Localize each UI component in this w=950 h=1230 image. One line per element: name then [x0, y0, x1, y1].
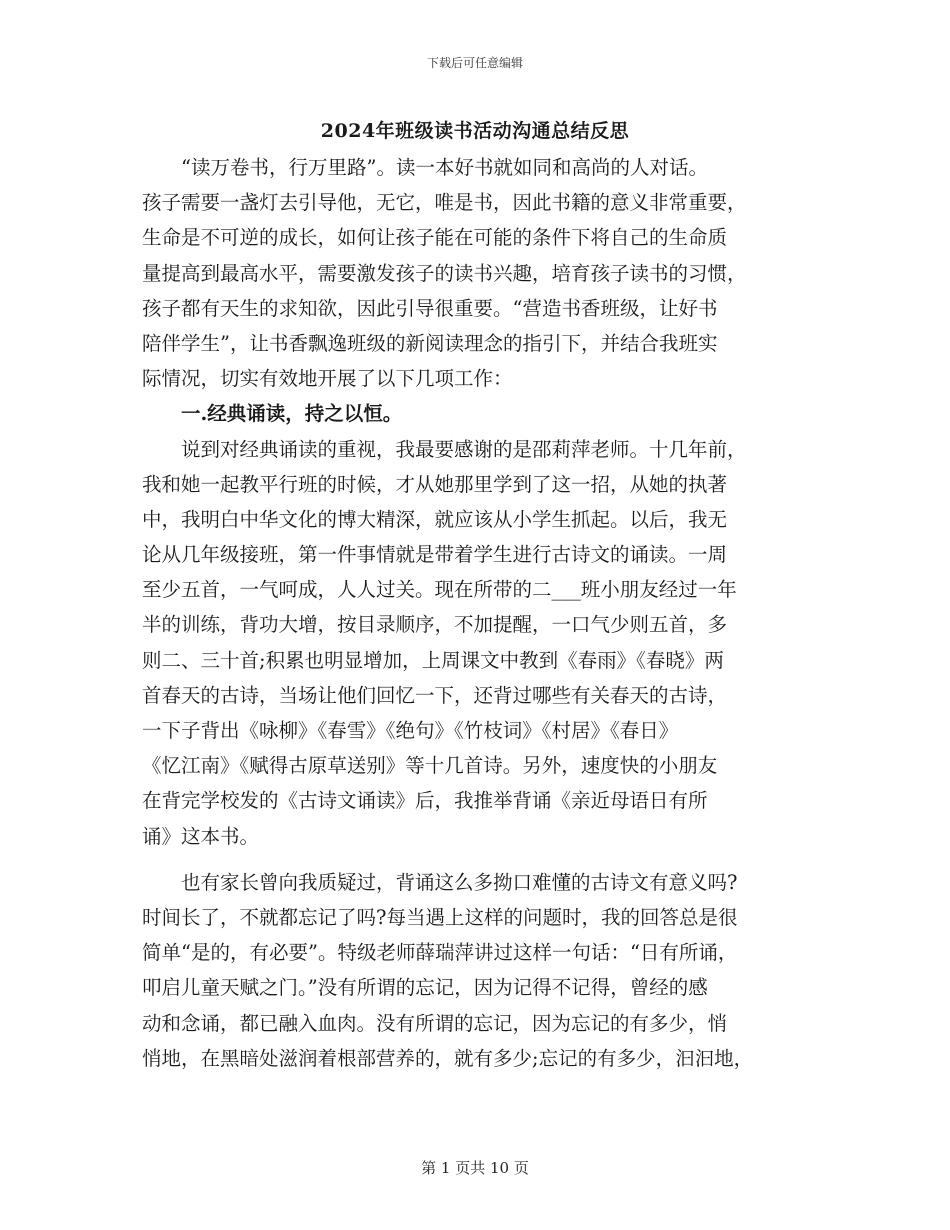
section-heading: 一.经典诵读，持之以恒。: [142, 402, 403, 426]
document-title: 2024年班级读书活动沟通总结反思: [320, 120, 630, 142]
paragraph-line: 首春天的古诗，当场让他们回忆一下，还背过哪些有关春天的古诗，: [142, 683, 728, 707]
header-note: 下载后可任意编辑: [426, 56, 523, 70]
paragraph-line: 中，我明白中华文化的博大精深，就应该从小学生抓起。以后，我无: [142, 507, 728, 531]
paragraph-line: 量提高到最高水平，需要激发孩子的读书兴趣，培育孩子读书的习惯，: [142, 261, 747, 285]
paragraph-line: 论从几年级接班，第一件事情就是带着学生进行古诗文的诵读。一周: [142, 543, 728, 567]
paragraph-line: 在背完学校发的《古诗文诵读》后，我推举背诵《亲近母语日有所: [142, 789, 708, 813]
paragraph-line: 说到对经典诵读的重视，我最要感谢的是邵莉萍老师。十几年前，: [142, 437, 747, 461]
paragraph-line: 生命是不可逆的成长，如何让孩子能在可能的条件下将自己的生命质: [142, 226, 728, 250]
paragraph-line: 动和念诵，都已融入血肉。没有所谓的忘记，因为忘记的有多少，悄: [142, 1011, 728, 1035]
paragraph-line: 诵》这本书。: [142, 824, 260, 848]
paragraph-line: 孩子都有天生的求知欲，因此引导很重要。“营造书香班级，让好书: [142, 296, 718, 320]
paragraph-line: 《忆江南》《赋得古原草送别》等十几首诗。另外，速度快的小朋友: [142, 754, 718, 778]
page-number: 第 1 页共 10 页: [421, 1159, 529, 1177]
paragraph-line: 我和她一起教平行班的时候，才从她那里学到了这一招，从她的执著: [142, 472, 728, 496]
paragraph-line: 则二、三十首;积累也明显增加，上周课文中教到《春雨》《春晓》两: [142, 648, 724, 672]
paragraph-line: 一下子背出《咏柳》《春雪》《绝句》《竹枝词》《村居》《春日》: [142, 719, 679, 742]
paragraph-line: 也有家长曾向我质疑过，背诵这么多拗口难懂的古诗文有意义吗?: [142, 870, 738, 894]
paragraph-line: 际情况，切实有效地开展了以下几项工作：: [142, 367, 513, 391]
paragraph-line: 陪伴学生”，让书香飘逸班级的新阅读理念的指引下，并结合我班实: [142, 331, 718, 355]
paragraph-line: 至少五首，一气呵成，人人过关。现在所带的二___班小朋友经过一年: [142, 578, 737, 602]
paragraph-line: 孩子需要一盏灯去引导他，无它，唯是书，因此书籍的意义非常重要，: [142, 191, 747, 215]
paragraph-line: 半的训练，背功大增，按目录顺序，不加提醒，一口气少则五首，多: [142, 613, 728, 637]
paragraph-line: 时间长了，不就都忘记了吗?每当遇上这样的问题时，我的回答总是很: [142, 905, 738, 929]
paragraph-line: 悄地，在黑暗处滋润着根部营养的，就有多少;忘记的有多少，汩汩地，: [142, 1046, 754, 1070]
paragraph-line: 简单“是的，有必要”。特级老师薛瑞萍讲过这样一句话：“日有所诵，: [142, 941, 738, 965]
document-body: [142, 150, 812, 1076]
paragraph-line: 叩启儿童天赋之门。”没有所谓的忘记，因为记得不记得，曾经的感: [142, 976, 708, 1000]
paragraph-line: “读万卷书，行万里路”。读一本好书就如同和高尚的人对话。: [142, 156, 708, 179]
